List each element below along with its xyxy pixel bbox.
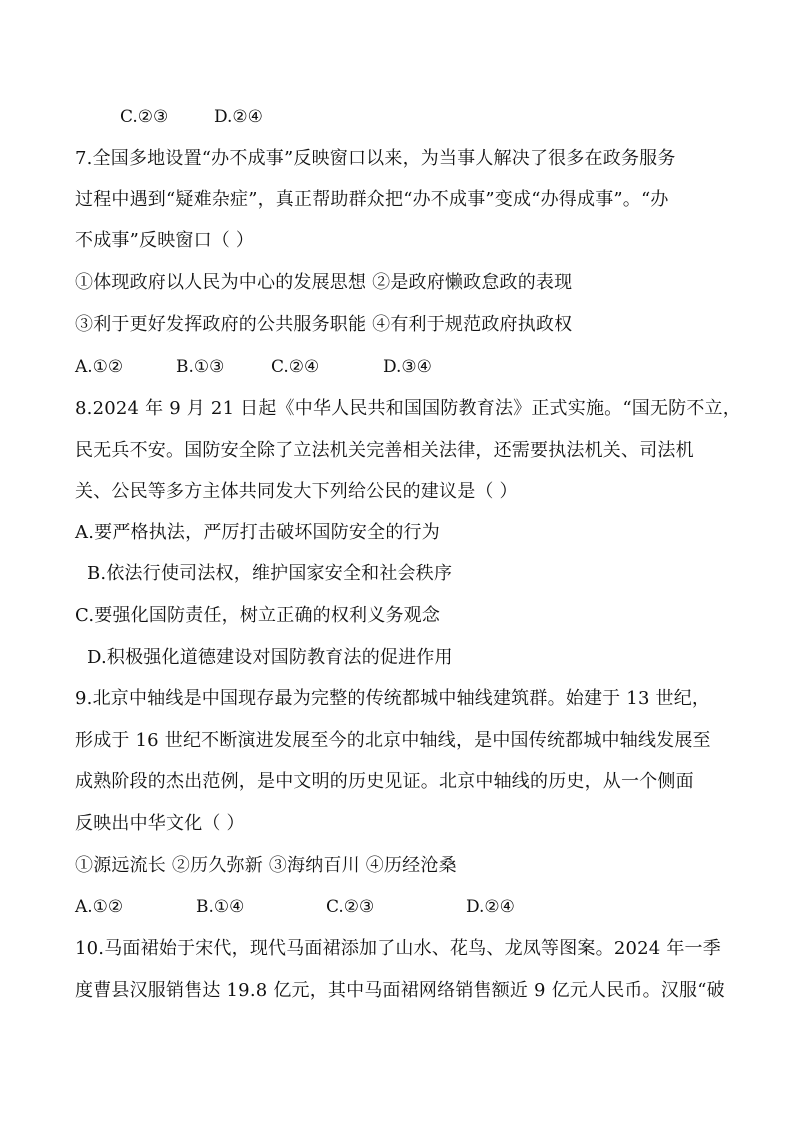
q7-option-b: B.①③	[176, 357, 225, 377]
q9-stem-line-2: 形成于 16 世纪不断演进发展至今的北京中轴线，是中国传统都城中轴线发展至	[75, 730, 711, 751]
q7-stem-line-3: 不成事”反映窗口（ ）	[75, 230, 255, 251]
q9-stem-line-3: 成熟阶段的杰出范例，是中文明的历史见证。北京中轴线的历史，从一个侧面	[75, 771, 694, 792]
q6-option-c: C.②③	[120, 107, 169, 127]
q9-option-c: C.②③	[326, 897, 375, 917]
q8-stem-line-3: 关、公民等多方主体共同发大下列给公民的建议是（ ）	[75, 481, 518, 502]
q7-option-d: D.③④	[383, 357, 432, 377]
q9-statements: ①源远流长 ②历久弥新 ③海纳百川 ④历经沧桑	[75, 855, 457, 876]
q7-statements-line-2: ③利于更好发挥政府的公共服务职能 ④有利于规范政府执政权	[75, 314, 573, 335]
q9-option-b: B.①④	[196, 897, 245, 917]
q9-option-d: D.②④	[466, 897, 515, 917]
q7-statements-line-1: ①体现政府以人民为中心的发展思想 ②是政府懒政怠政的表现	[75, 272, 573, 293]
q10-stem-line-2: 度曹县汉服销售达 19.8 亿元，其中马面裙网络销售额近 9 亿元人民币。汉服“破	[75, 980, 725, 1001]
q9-option-a: A.①②	[75, 897, 124, 917]
q7-stem-line-1: 7.全国多地设置“办不成事”反映窗口以来，为当事人解决了很多在政务服务	[75, 148, 676, 169]
q7-option-a: A.①②	[75, 357, 124, 377]
q8-option-b: B.依法行使司法权，维护国家安全和社会秩序	[87, 563, 453, 584]
q10-stem-line-1: 10.马面裙始于宋代，现代马面裙添加了山水、花鸟、龙凤等图案。2024 年一季	[75, 938, 721, 959]
q8-stem-line-1: 8.2024 年 9 月 21 日起《中华人民共和国国防教育法》正式实施。“国无防不立，	[75, 398, 741, 419]
q8-stem-line-2: 民无兵不安。国防安全除了立法机关完善相关法律，还需要执法机关、司法机	[75, 440, 694, 461]
q9-stem-line-1: 9.北京中轴线是中国现存最为完整的传统都城中轴线建筑群。始建于 13 世纪，	[75, 688, 711, 709]
q6-option-d: D.②④	[214, 107, 263, 127]
q7-option-c: C.②④	[271, 357, 320, 377]
q8-option-a: A.要严格执法，严厉打击破坏国防安全的行为	[75, 522, 440, 543]
q8-option-d: D.积极强化道德建设对国防教育法的促进作用	[87, 647, 453, 668]
q9-stem-line-4: 反映出中华文化（ ）	[75, 813, 245, 834]
q8-option-c: C.要强化国防责任，树立正确的权利义务观念	[75, 605, 441, 626]
q7-stem-line-2: 过程中遇到“疑难杂症”，真正帮助群众把“办不成事”变成“办得成事”。“办	[75, 189, 669, 210]
